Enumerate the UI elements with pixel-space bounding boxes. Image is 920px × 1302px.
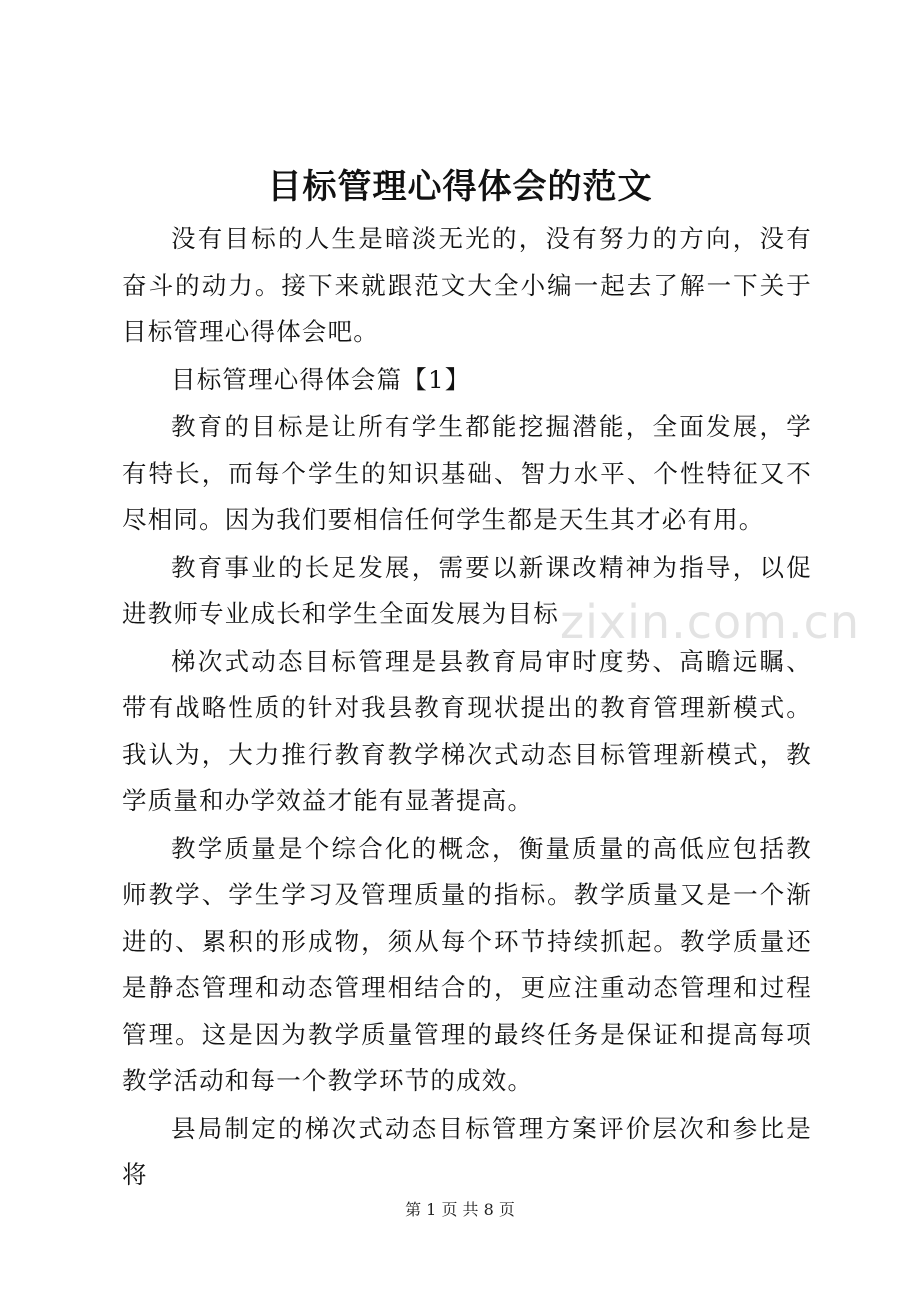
paragraph-intro: 没有目标的人生是暗淡无光的，没有努力的方向，没有奋斗的动力。接下来就跟范文大全小编一起去了解一下关于目标管理心得体会吧。 bbox=[122, 224, 812, 346]
document-title: 目标管理心得体会的范文 bbox=[267, 167, 653, 207]
section-heading: 目标管理心得体会篇【1】 bbox=[171, 364, 471, 394]
document-body bbox=[122, 216, 812, 1200]
watermark-text: zixin.com.cn bbox=[560, 595, 861, 649]
paragraph: 教育的目标是让所有学生都能挖掘潜能，全面发展，学有特长，而每个学生的知识基础、智力水平、个性特征又不尽相同。因为我们要相信任何学生都是天生其才必有用。 bbox=[122, 412, 812, 534]
paragraph: 梯次式动态目标管理是县教育局审时度势、高瞻远瞩、带有战略性质的针对我县教育现状提出的教育管理新模式。我认为，大力推行教育教学梯次式动态目标管理新模式，教学质量和办学效益才能有显著提高。 bbox=[122, 646, 812, 815]
paragraph: 县局制定的梯次式动态目标管理方案评价层次和参比是将 bbox=[122, 1113, 812, 1189]
paragraph: 教育事业的长足发展，需要以新课改精神为指导，以促进教师专业成长和学生全面发展为目标 bbox=[122, 552, 812, 628]
page-number-footer: 第 1 页 共 8 页 bbox=[405, 1200, 515, 1219]
paragraph: 教学质量是个综合化的概念，衡量质量的高低应包括教师教学、学生学习及管理质量的指标。教学质量又是一个渐进的、累积的形成物，须从每个环节持续抓起。教学质量还是静态管理和动态管理相结合的，更应注重动态管理和过程管理。这是因为教学质量管理的最终任务是保证和提高每项教学活动和每一个教学环节的成效。 bbox=[122, 833, 812, 1095]
